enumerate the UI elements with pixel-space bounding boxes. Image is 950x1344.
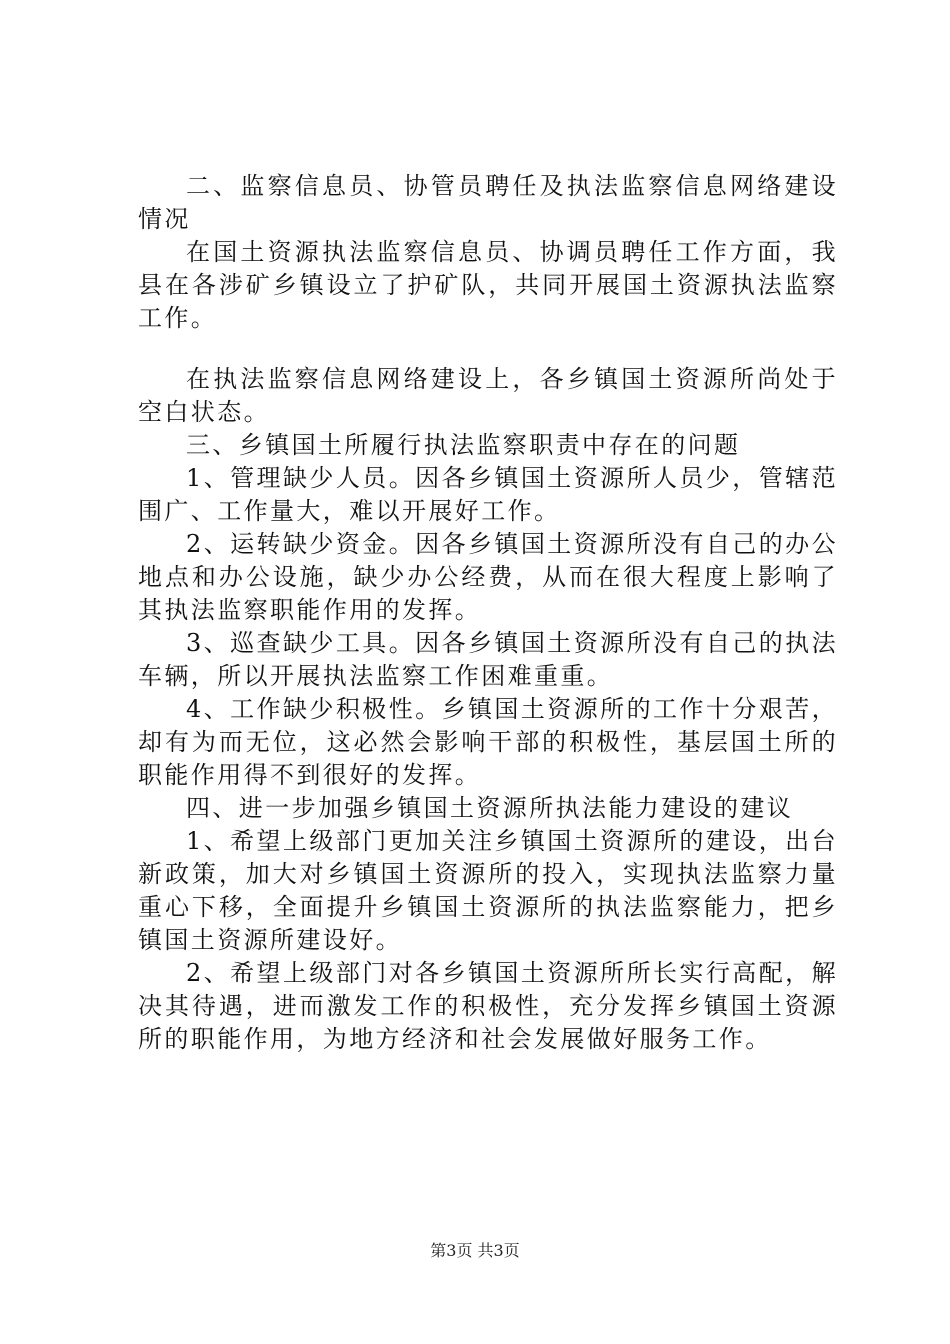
body-paragraph: 在执法监察信息网络建设上，各乡镇国土资源所尚处于空白状态。 (138, 365, 838, 426)
section-heading-3: 三、乡镇国土所履行执法监察职责中存在的问题 (186, 431, 741, 459)
section-heading-4: 四、进一步加强乡镇国土资源所执法能力建设的建议 (186, 794, 794, 822)
paragraph-spacer (138, 335, 838, 363)
page-number-footer: 第3页 共3页 (430, 1241, 520, 1260)
list-item: 3、巡查缺少工具。因各乡镇国土资源所没有自己的执法车辆，所以开展执法监察工作困难重重。 (138, 629, 838, 690)
document-body (138, 170, 838, 1056)
list-item: 1、管理缺少人员。因各乡镇国土资源所人员少，管辖范围广、工作量大，难以开展好工作。 (138, 464, 838, 525)
list-item: 2、希望上级部门对各乡镇国土资源所所长实行高配，解决其待遇，进而激发工作的积极性，充分发挥乡镇国土资源所的职能作用，为地方经济和社会发展做好服务工作。 (138, 959, 838, 1053)
list-item: 4、工作缺少积极性。乡镇国土资源所的工作十分艰苦，却有为而无位，这必然会影响干部的积极性，基层国土所的职能作用得不到很好的发挥。 (138, 695, 838, 789)
list-item: 2、运转缺少资金。因各乡镇国土资源所没有自己的办公地点和办公设施，缺少办公经费，从而在很大程度上影响了其执法监察职能作用的发挥。 (138, 530, 838, 624)
body-paragraph: 在国土资源执法监察信息员、协调员聘任工作方面，我县在各涉矿乡镇设立了护矿队，共同开展国土资源执法监察工作。 (138, 238, 838, 332)
section-heading-2: 二、监察信息员、协管员聘任及执法监察信息网络建设情况 (138, 172, 838, 233)
list-item: 1、希望上级部门更加关注乡镇国土资源所的建设，出台新政策，加大对乡镇国土资源所的投入，实现执法监察力量重心下移，全面提升乡镇国土资源所的执法监察能力，把乡镇国土资源所建设好。 (138, 827, 838, 954)
